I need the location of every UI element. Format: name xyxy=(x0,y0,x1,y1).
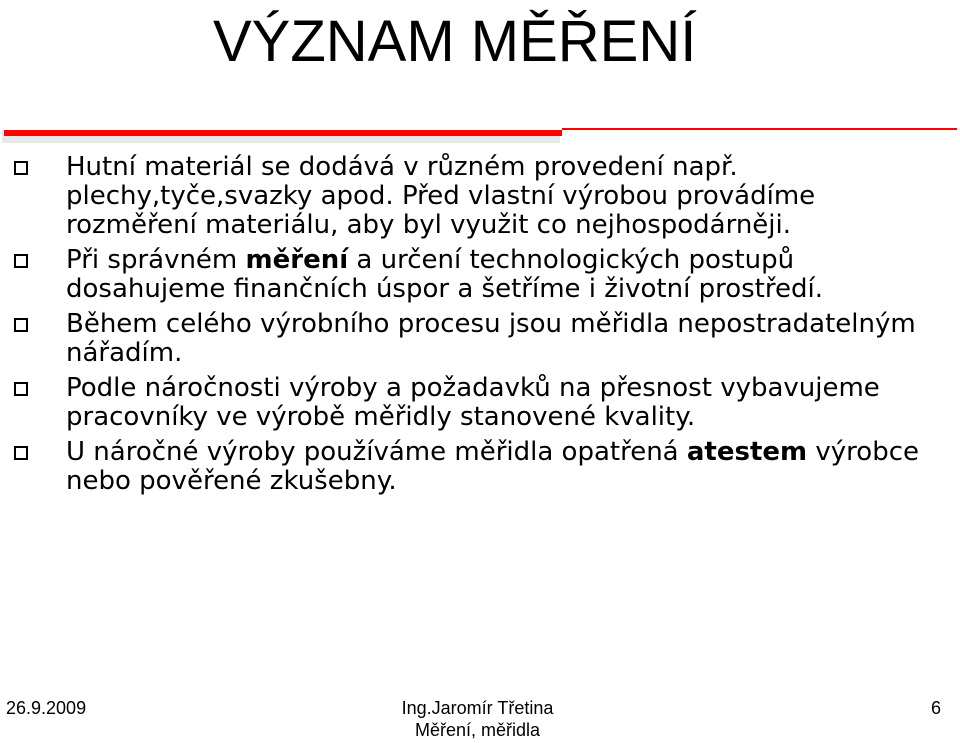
slide-title: VÝZNAM MĚŘENÍ xyxy=(213,9,697,74)
bullet-item xyxy=(0,246,940,304)
bullet-item xyxy=(0,310,940,368)
page-number: 6 xyxy=(930,698,941,718)
title-underline-thin xyxy=(562,128,957,130)
footer-subject: Měření, měřidla xyxy=(414,720,541,740)
bullet-text: U náročné výroby používáme měřidla opatřená xyxy=(66,437,687,467)
footer-author xyxy=(385,697,570,741)
hollow-square-bullet-icon xyxy=(14,382,28,396)
bullet-item xyxy=(0,374,940,432)
bullet-bold-term: měření xyxy=(245,245,349,275)
bullet-text: Při správném xyxy=(66,245,246,275)
bullet-text: Hutní materiál se dodává v různém provedení např. plechy,tyče,svazky apod. Před vlastní výrobou provádíme rozměření materiálu, aby byl využit co nejhospodárněji. xyxy=(66,152,816,240)
hollow-square-bullet-icon xyxy=(14,446,28,460)
hollow-square-bullet-icon xyxy=(14,318,28,332)
bullet-item xyxy=(0,438,940,496)
bullet-text: Během celého výrobního procesu jsou měřidla nepostradatelným nářadím. xyxy=(66,309,916,368)
footer-author-name: Ing.Jaromír Třetina xyxy=(401,698,554,718)
bullet-text: a určení technologických postupů dosahujeme finančních úspor a šetříme i životní prostředí. xyxy=(66,245,823,304)
title-underline-thick xyxy=(4,130,562,136)
footer-date: 26.9.2009 xyxy=(6,698,87,718)
bullet-bold-term: atestem xyxy=(686,437,808,467)
hollow-square-bullet-icon xyxy=(14,254,28,268)
bullet-text: Podle náročnosti výroby a požadavků na přesnost vybavujeme pracovníky ve výrobě měřidly stanovené kvality. xyxy=(66,373,880,432)
hollow-square-bullet-icon xyxy=(14,161,28,175)
bullet-text: výrobce nebo pověřené zkušebny. xyxy=(66,437,919,496)
bullet-list xyxy=(0,153,960,499)
bullet-item xyxy=(0,153,940,240)
